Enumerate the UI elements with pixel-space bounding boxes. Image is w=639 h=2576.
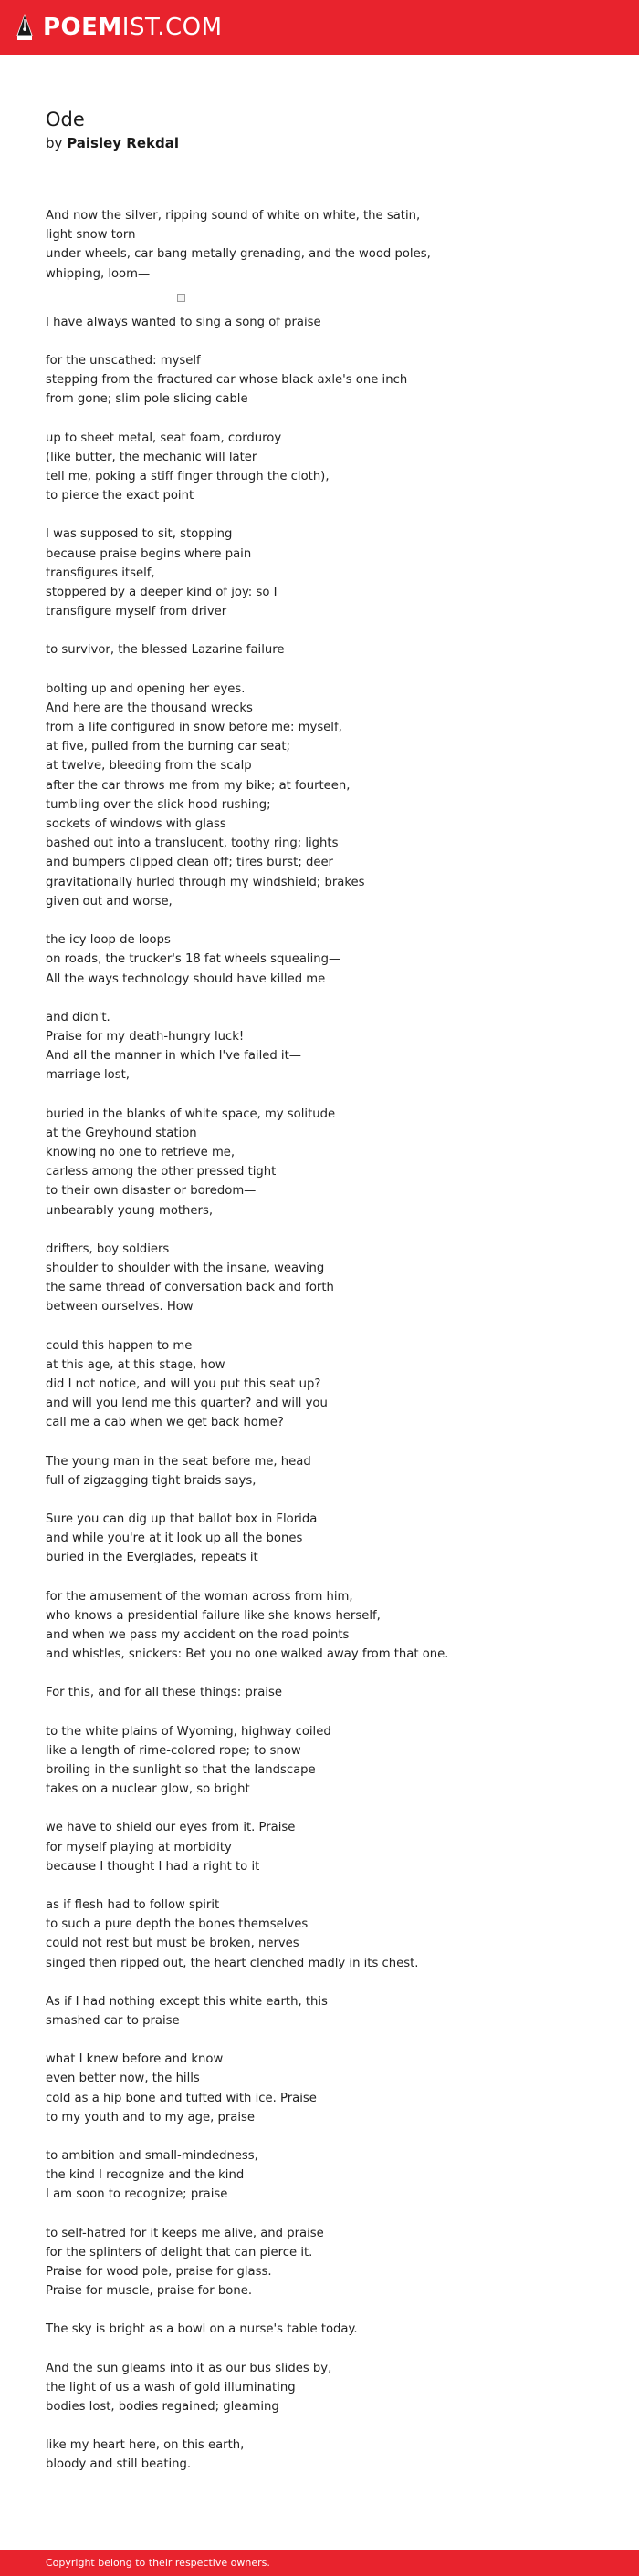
- poem-line: broiling in the sunlight so that the landscape: [46, 1763, 316, 1777]
- poem-line: unbearably young mothers,: [46, 1203, 214, 1218]
- poem-line: whipping, loom—: [46, 266, 151, 281]
- poem-stanza: [46, 2359, 612, 2417]
- poem-line: light snow torn: [46, 228, 136, 243]
- poem-line: for myself playing at morbidity: [46, 1840, 232, 1854]
- poem-line: at twelve, bleeding from the scalp: [46, 759, 252, 774]
- poem-stanza: [46, 680, 612, 911]
- poem-line: transfigures itself,: [46, 566, 155, 580]
- copyright-notice: Copyright belong to their respective owners.: [46, 2557, 270, 2569]
- poem-stanza: [46, 2146, 612, 2205]
- byline-prefix: by: [46, 135, 63, 151]
- poem-line: to ambition and small-mindedness,: [46, 2149, 258, 2164]
- poem-line: And here are the thousand wrecks: [46, 701, 253, 715]
- poem-line: for the splinters of delight that can pierce it.: [46, 2245, 313, 2259]
- poem-stanza: [46, 206, 612, 284]
- poem-line: buried in the blanks of white space, my solitude: [46, 1106, 336, 1121]
- poem-line: (like butter, the mechanic will later: [46, 450, 257, 464]
- poem-line: on roads, the trucker's 18 fat wheels squealing—: [46, 952, 341, 967]
- poem-line: marriage lost,: [46, 1068, 130, 1083]
- poem-line: transfigure myself from driver: [46, 605, 227, 619]
- poem-line: tell me, poking a stiff finger through the cloth),: [46, 470, 330, 484]
- poem-line: stoppered by a deeper kind of joy: so I: [46, 586, 278, 600]
- poem-line: bloody and still beating.: [46, 2457, 192, 2472]
- poem-line: because I thought I had a right to it: [46, 1859, 260, 1874]
- poem-line: the same thread of conversation back and forth: [46, 1281, 334, 1295]
- poem-stanza: [46, 2320, 612, 2339]
- poem-line: like my heart here, on this earth,: [46, 2438, 245, 2453]
- poem-line: did I not notice, and will you put this seat up?: [46, 1376, 321, 1391]
- poem-line: from a life configured in snow before me: myself,: [46, 721, 342, 735]
- poem-stanza: [46, 1896, 612, 1973]
- poem-line: The sky is bright as a bowl on a nurse's table today.: [46, 2322, 358, 2337]
- logo-text-bold: POEM: [43, 14, 122, 41]
- poem-line: could this happen to me: [46, 1338, 193, 1353]
- poem-line: from gone; slim pole slicing cable: [46, 392, 248, 407]
- poem-line: singed then ripped out, the heart clenched madly in its chest.: [46, 1956, 419, 1970]
- poem-line: given out and worse,: [46, 894, 173, 909]
- poem-line: we have to shield our eyes from it. Praise: [46, 1821, 296, 1835]
- poem-stanza: [46, 2050, 612, 2127]
- inline-image-placeholder: [46, 294, 612, 313]
- poem-body: [46, 206, 612, 2475]
- poem-line: to their own disaster or boredom—: [46, 1184, 257, 1199]
- poem-stanza: [46, 351, 612, 410]
- site-header: [0, 0, 639, 55]
- poem-title: Ode: [46, 109, 85, 130]
- poem-line: what I knew before and know: [46, 2052, 224, 2067]
- author-link[interactable]: Paisley Rekdal: [67, 135, 179, 151]
- poem-stanza: [46, 2436, 612, 2474]
- poem-line: at this age, at this stage, how: [46, 1357, 225, 1372]
- site-logo[interactable]: [15, 11, 223, 44]
- poem-line: buried in the Everglades, repeats it: [46, 1551, 258, 1565]
- poem-line: Praise for muscle, praise for bone.: [46, 2284, 253, 2299]
- poem-line: carless among the other pressed tight: [46, 1165, 277, 1179]
- poem-stanza: [46, 1105, 612, 1220]
- poem-line: And all the manner in which I've failed it—: [46, 1049, 301, 1064]
- pen-nib-icon: [15, 13, 35, 42]
- poem-line: full of zigzagging tight braids says,: [46, 1473, 257, 1488]
- poem-line: as if flesh had to follow spirit: [46, 1898, 220, 1913]
- poem-line: drifters, boy soldiers: [46, 1241, 170, 1256]
- poem-line: to such a pure depth the bones themselves: [46, 1917, 309, 1932]
- poem-line: All the ways technology should have killed me: [46, 971, 326, 986]
- poem-line: could not rest but must be broken, nerves: [46, 1937, 299, 1951]
- poem-stanza: [46, 429, 612, 506]
- poem-line: to survivor, the blessed Lazarine failure: [46, 643, 285, 658]
- poem-stanza: [46, 1683, 612, 1702]
- poem-stanza: [46, 640, 612, 660]
- poem-stanza: [46, 1510, 612, 1568]
- poem-stanza: [46, 1992, 612, 2031]
- poem-stanza: [46, 1336, 612, 1433]
- poem-line: bodies lost, bodies regained; gleaming: [46, 2400, 279, 2415]
- byline: [46, 133, 612, 153]
- poem-line: who knows a presidential failure like she knows herself,: [46, 1608, 381, 1623]
- poem-line: Praise for my death-hungry luck!: [46, 1029, 245, 1044]
- site-footer: [0, 2550, 639, 2576]
- poem-line: And now the silver, ripping sound of white on white, the satin,: [46, 209, 421, 223]
- poem-stanza: [46, 1452, 612, 1491]
- broken-image-icon: [177, 294, 185, 302]
- poem-line: to pierce the exact point: [46, 489, 194, 504]
- poem-line: As if I had nothing except this white earth, this: [46, 1994, 328, 2009]
- poem-line: to the white plains of Wyoming, highway coiled: [46, 1724, 331, 1739]
- poem-line: for the unscathed: myself: [46, 354, 201, 369]
- poem-stanza: [46, 1240, 612, 1317]
- poem-line: the light of us a wash of gold illuminating: [46, 2380, 296, 2394]
- poem-line: stepping from the fractured car whose black axle's one inch: [46, 373, 408, 388]
- poem-line: to self-hatred for it keeps me alive, and praise: [46, 2226, 324, 2240]
- poem-line: call me a cab when we get back home?: [46, 1416, 284, 1430]
- poem-line: and bumpers clipped clean off; tires burst; deer: [46, 856, 333, 870]
- logo-text-light: IST.COM: [121, 14, 223, 41]
- poem-line: and while you're at it look up all the bones: [46, 1532, 303, 1546]
- poem-line: for the amusement of the woman across from him,: [46, 1589, 353, 1604]
- poem-line: at the Greyhound station: [46, 1126, 197, 1140]
- poem-stanza: [46, 313, 612, 332]
- poem-line: at five, pulled from the burning car seat;: [46, 740, 290, 754]
- poem-line: between ourselves. How: [46, 1300, 194, 1314]
- poem-line: under wheels, car bang metally grenading, and the wood poles,: [46, 247, 431, 262]
- poem-stanza: [46, 1587, 612, 1665]
- poem-line: to my youth and to my age, praise: [46, 2110, 255, 2124]
- poem-line: I am soon to recognize; praise: [46, 2187, 228, 2202]
- poem-line: knowing no one to retrieve me,: [46, 1145, 236, 1159]
- poem-line: bashed out into a translucent, toothy ring; lights: [46, 836, 339, 851]
- poem-stanza: [46, 1722, 612, 1800]
- poem-line: shoulder to shoulder with the insane, weaving: [46, 1261, 325, 1275]
- poem-stanza: [46, 2224, 612, 2301]
- poem-stanza: [46, 525, 612, 621]
- poem-line: Praise for wood pole, praise for glass.: [46, 2265, 272, 2280]
- poem-line: even better now, the hills: [46, 2072, 200, 2086]
- poem-stanza: [46, 930, 612, 989]
- poem-line: takes on a nuclear glow, so bright: [46, 1782, 250, 1797]
- poem-line: because praise begins where pain: [46, 546, 252, 561]
- poem-line: and whistles, snickers: Bet you no one walked away from that one.: [46, 1647, 449, 1662]
- poem-line: The young man in the seat before me, head: [46, 1454, 311, 1469]
- poem-line: I have always wanted to sing a song of praise: [46, 315, 321, 329]
- site-logo-text: [43, 11, 223, 44]
- poem-line: sockets of windows with glass: [46, 817, 226, 832]
- poem-line: Sure you can dig up that ballot box in Florida: [46, 1511, 318, 1526]
- poem-line: up to sheet metal, seat foam, corduroy: [46, 431, 282, 445]
- poem-line: and will you lend me this quarter? and will you: [46, 1397, 328, 1411]
- poem-line: bolting up and opening her eyes.: [46, 681, 246, 696]
- poem-content: [46, 106, 612, 2475]
- poem-line: smashed car to praise: [46, 2014, 180, 2029]
- poem-stanza: [46, 1818, 612, 1876]
- poem-line: like a length of rime-colored rope; to snow: [46, 1743, 301, 1758]
- poem-line: I was supposed to sit, stopping: [46, 527, 233, 542]
- poem-line: and when we pass my accident on the road points: [46, 1627, 350, 1642]
- poem-line: the icy loop de loops: [46, 933, 171, 948]
- poem-line: the kind I recognize and the kind: [46, 2168, 245, 2183]
- poem-line: For this, and for all these things: praise: [46, 1686, 282, 1700]
- poem-line: cold as a hip bone and tufted with ice. Praise: [46, 2091, 317, 2105]
- poem-stanza: [46, 1008, 612, 1085]
- poem-line: tumbling over the slick hood rushing;: [46, 797, 271, 812]
- poem-line: and didn't.: [46, 1010, 110, 1024]
- poem-line: And the sun gleams into it as our bus slides by,: [46, 2361, 332, 2375]
- poem-line: after the car throws me from my bike; at fourteen,: [46, 778, 351, 793]
- poem-line: gravitationally hurled through my windshield; brakes: [46, 875, 365, 889]
